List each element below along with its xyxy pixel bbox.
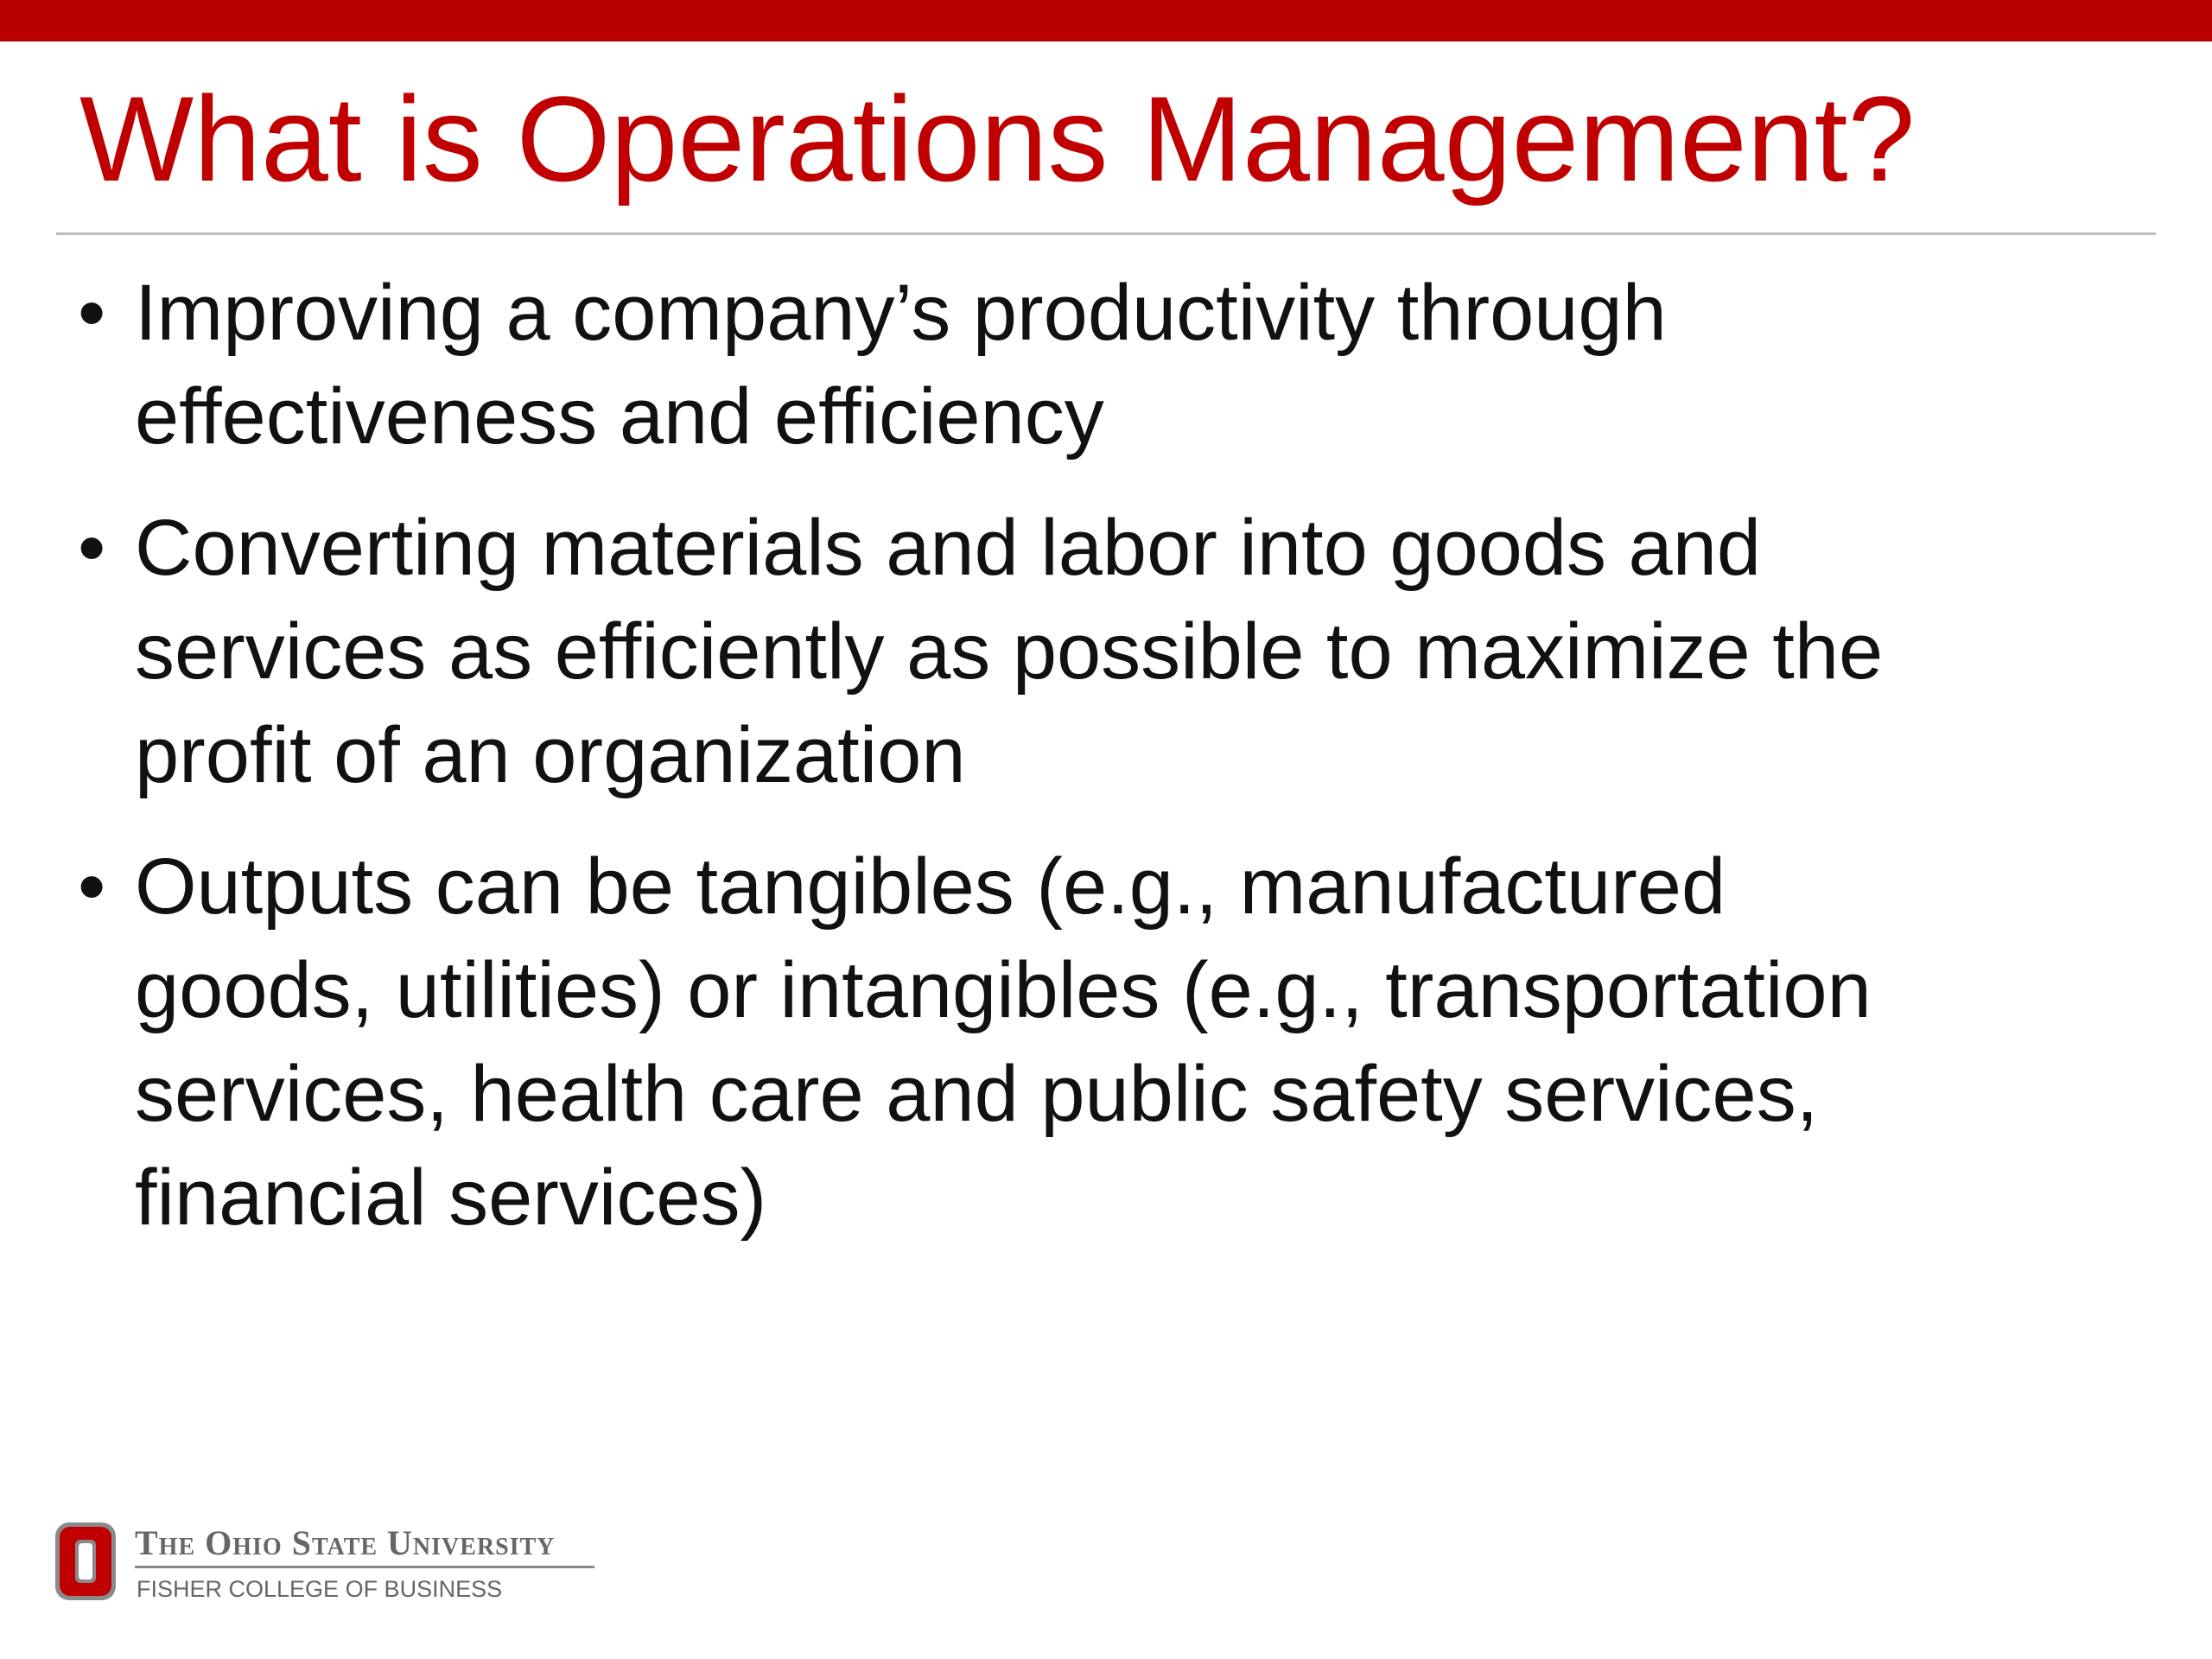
footer-divider — [135, 1566, 594, 1568]
bullet-marker: • — [78, 269, 106, 357]
bullet-text: Improving a company’s productivity through effectiveness and efficiency — [135, 269, 1667, 461]
top-accent-bar — [0, 0, 2212, 41]
bullet-item — [78, 496, 2152, 807]
title-divider — [56, 232, 2156, 235]
bullet-list — [78, 261, 2152, 1277]
bullet-item — [78, 835, 2152, 1249]
college-name: FISHER COLLEGE OF BUSINESS — [137, 1576, 503, 1602]
bullet-marker: • — [78, 842, 106, 931]
university-name: The Ohio State University — [135, 1523, 556, 1562]
block-o-logo-icon — [54, 1521, 118, 1602]
bullet-text: Outputs can be tangibles (e.g., manufactured goods, utilities) or intangibles (e.g., transportation services, health care and public safety services, financial services) — [135, 842, 1872, 1242]
bullet-marker: • — [78, 504, 106, 592]
bullet-item — [78, 261, 2152, 468]
bullet-text: Converting materials and labor into goods and services as efficiently as possible to maximize the profit of an organization — [135, 504, 1884, 799]
slide-title: What is Operations Management? — [79, 71, 1916, 207]
